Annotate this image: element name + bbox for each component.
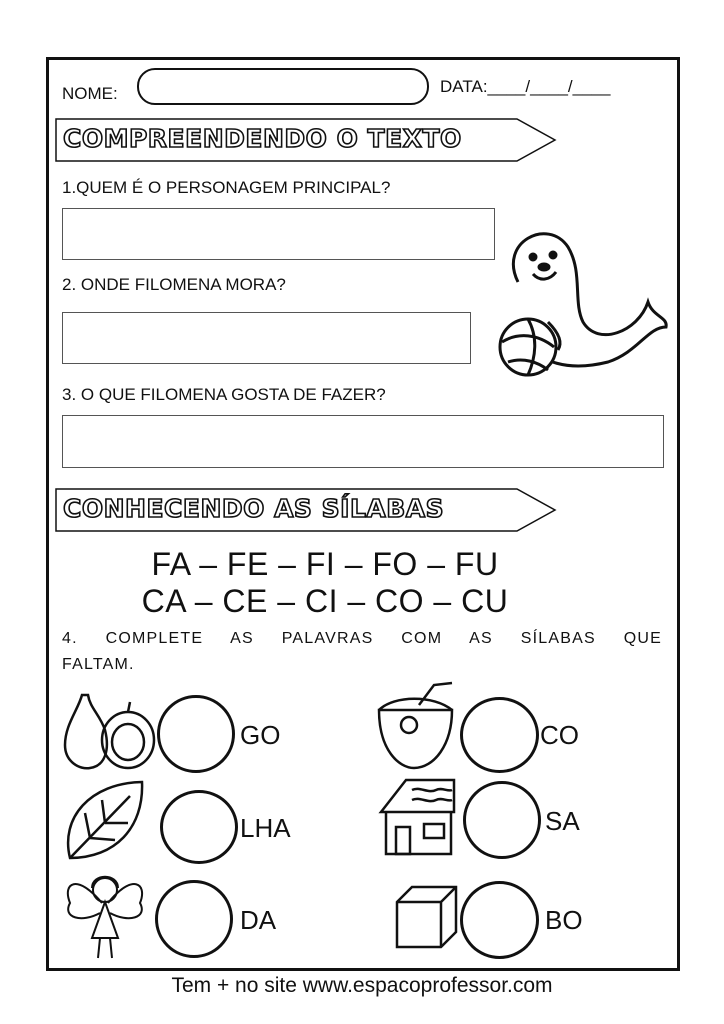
question-4-line1: 4. COMPLETE AS PALAVRAS COM AS SÍLABAS QUE (62, 630, 662, 647)
answer-box-3[interactable] (62, 415, 664, 468)
syllable-circle-1[interactable] (157, 695, 235, 773)
leaf-illustration (60, 778, 148, 864)
syllables-f: FA – FE – FI – FO – FU (151, 546, 499, 582)
name-field[interactable] (137, 68, 429, 105)
syllables-c: CA – CE – CI – CO – CU (141, 583, 509, 619)
syllable-circle-2[interactable] (460, 697, 539, 773)
question-2: 2. ONDE FILOMENA MORA? (62, 275, 286, 294)
house-illustration (376, 772, 458, 858)
coconut-illustration (374, 680, 458, 772)
answer-box-2[interactable] (62, 312, 471, 364)
fairy-illustration (62, 868, 148, 962)
word-ending-3: LHA (240, 813, 291, 843)
syllable-circle-3[interactable] (160, 790, 238, 864)
name-label: NOME: (62, 84, 118, 103)
word-ending-5: DA (240, 905, 277, 935)
answer-box-1[interactable] (62, 208, 495, 260)
syllable-circle-4[interactable] (463, 781, 541, 859)
cube-illustration (394, 884, 460, 950)
question-4-line2: FALTAM. (62, 656, 135, 673)
seal-illustration (488, 222, 670, 382)
date-label: DATA:____/____/____ (440, 77, 611, 96)
section-banner-comprehension (55, 118, 555, 162)
section-title: COMPREENDENDO O TEXTO (63, 124, 462, 153)
word-ending-2: CO (540, 720, 579, 750)
word-ending-1: GO (240, 720, 281, 750)
syllable-circle-6[interactable] (460, 881, 539, 959)
section-title: CONHECENDO AS SÍLABAS (63, 494, 445, 523)
section-banner-syllables (55, 488, 555, 532)
question-1: 1.QUEM É O PERSONAGEM PRINCIPAL? (62, 178, 391, 197)
fig-illustration (60, 690, 156, 772)
question-3: 3. O QUE FILOMENA GOSTA DE FAZER? (62, 385, 386, 404)
word-ending-6: BO (545, 905, 583, 935)
syllable-circle-5[interactable] (155, 880, 233, 958)
word-ending-4: SA (545, 806, 580, 836)
footer-site-link: Tem + no site www.espacoprofessor.com (171, 974, 553, 997)
